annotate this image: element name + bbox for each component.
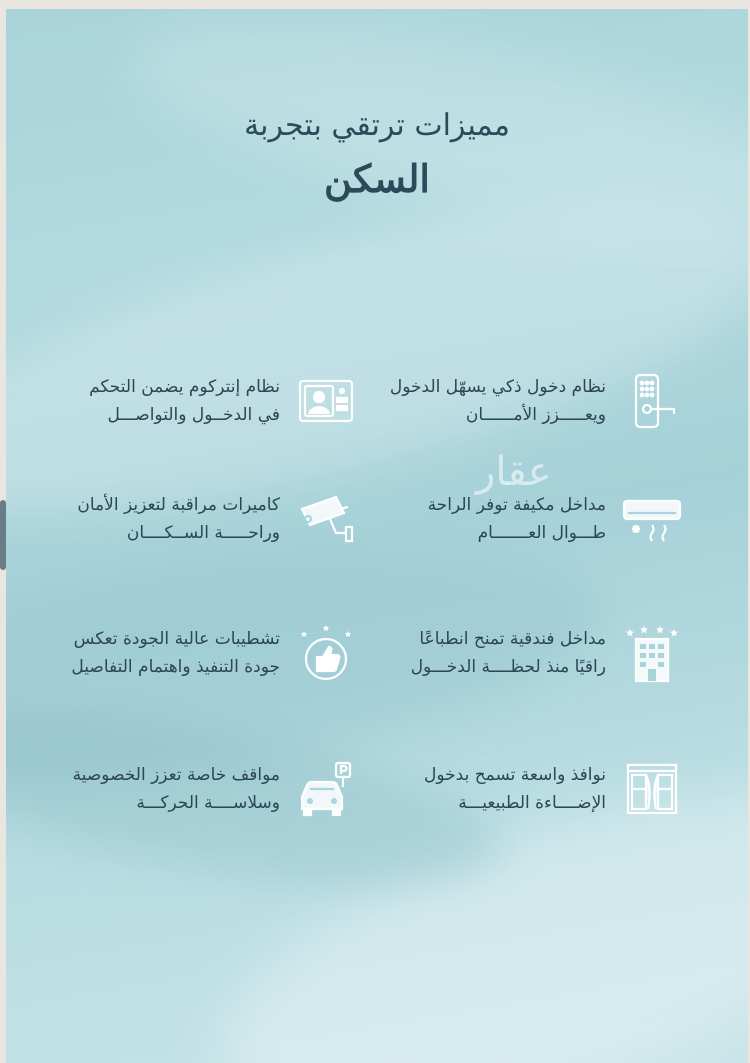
security-camera-icon (294, 487, 358, 551)
feature-text-line: مداخل فندقية تمنح انطباعًا (419, 629, 606, 649)
hotel-building-icon (620, 621, 684, 685)
feature-hotel-entrance (411, 621, 684, 685)
feature-text-line: جودة التنفيذ واهتمام التفاصيل (71, 657, 280, 677)
feature-text-line: في الدخــول والتواصـــل (107, 405, 280, 425)
watermark: عقار (476, 449, 552, 495)
feature-air-conditioned-entrance (428, 487, 684, 551)
feature-text-line: وسلاســــة الحركـــة (136, 793, 280, 813)
feature-intercom (89, 369, 358, 433)
feature-text-line: كاميرات مراقبة لتعزيز الأمان (77, 495, 280, 515)
feature-text-line: مداخل مكيفة توفر الراحة (427, 495, 606, 515)
feature-text-line: نظام دخول ذكي يسهّل الدخول (389, 377, 606, 397)
feature-smart-entry (390, 369, 684, 433)
feature-text-line: وراحـــــة الســكــــان (126, 523, 280, 543)
private-parking-icon (294, 757, 358, 821)
feature-private-parking (73, 757, 358, 821)
page-title (6, 101, 748, 207)
feature-text-line: ويعـــــزز الأمــــــان (465, 405, 606, 425)
feature-security-cameras (77, 487, 358, 551)
feature-text-line: تشطيبات عالية الجودة تعكس (73, 629, 280, 649)
air-conditioner-icon (620, 487, 684, 551)
title-line-2: السكن (324, 156, 430, 201)
brochure-page (6, 9, 748, 1063)
feature-text-line: طـــوال العـــــــام (477, 523, 606, 543)
feature-text-line: مواقف خاصة تعزز الخصوصية (72, 765, 280, 785)
feature-text-line: الإضــــاءة الطبيعيـــة (458, 793, 606, 813)
feature-quality-finishes (71, 621, 358, 685)
feature-text-line: نوافذ واسعة تسمح بدخول (424, 765, 606, 785)
scroll-handle[interactable] (0, 500, 6, 570)
window-icon (620, 757, 684, 821)
feature-text-line: نظام إنتركوم يضمن التحكم (89, 377, 280, 397)
intercom-icon (294, 369, 358, 433)
feature-wide-windows (424, 757, 684, 821)
title-line-1: مميزات ترتقي بتجربة (244, 108, 510, 143)
quality-like-icon (294, 621, 358, 685)
smart-lock-icon (620, 369, 684, 433)
feature-text-line: راقيًا منذ لحظــــة الدخـــول (410, 657, 606, 677)
